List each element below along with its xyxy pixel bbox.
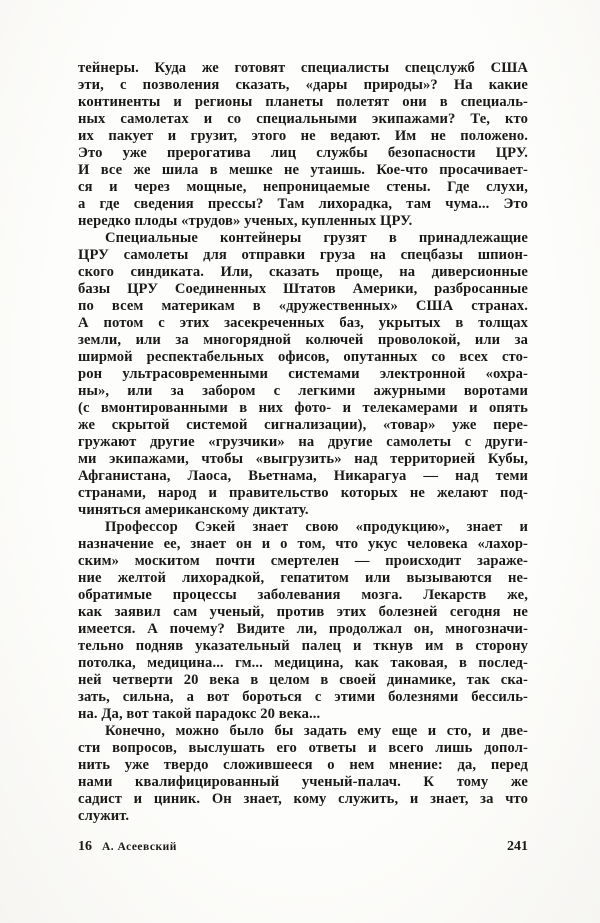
text-line: странами, народ и правительство которых не желают под- [78, 485, 528, 501]
text-line: чиняться американскому диктату. [78, 502, 309, 518]
text-line: тельно подняв указательный палец и ткнув им в сторону [78, 638, 528, 654]
text-line: же скрытой системой сигнализации), «товар» уже пере- [78, 417, 528, 433]
text-line: Профессор Сэкей знает свою «продукцию», знает и [105, 519, 528, 535]
paragraph [78, 519, 528, 723]
page-number: 241 [507, 839, 528, 854]
text-line: на. Да, вот такой парадокс 20 века... [78, 706, 321, 722]
paragraph [78, 60, 528, 230]
text-line: нами квалифицированный ученый-палач. К тому же [78, 774, 528, 790]
text-line: базы ЦРУ Соединенных Штатов Америки, разбросанные [78, 281, 528, 297]
text-line: ми экипажами, чтобы «выгрузить» над территорией Кубы, [78, 451, 528, 467]
text-line: имеется. А почему? Видите ли, продолжал он, многозначи- [78, 621, 528, 637]
text-line: потолка, медицина... гм... медицина, как таковая, в послед- [78, 655, 528, 671]
text-line: тейнеры. Куда же готовят специалисты спецслужб США [78, 60, 528, 76]
text-line: Конечно, можно было бы задать ему еще и сто, и две- [105, 723, 528, 739]
text-block [78, 60, 528, 825]
text-line: ней четверти 20 века в целом в своей динамике, так ска- [78, 672, 528, 688]
text-line: Афганистана, Лаоса, Вьетнама, Никарагуа — над теми [78, 468, 528, 484]
text-line: нередко плоды «трудов» ученых, купленных ЦРУ. [78, 213, 413, 229]
text-line: служит. [78, 808, 130, 824]
text-line: Это уже прерогатива лиц службы безопасности ЦРУ. [78, 145, 528, 161]
text-line: ся и через мощные, непроницаемые стены. Где слухи, [78, 179, 528, 195]
text-line: ных самолетах и со специальными экипажами? Те, кто [78, 111, 528, 127]
text-line: гружают другие «грузчики» на другие самолеты с други- [78, 434, 528, 450]
text-line: сти вопросов, выслушать его ответы и всего лишь допол- [78, 740, 528, 756]
text-line: ЦРУ самолеты для отправки груза на спецбазы шпион- [78, 247, 528, 263]
text-line: ского синдиката. Или, сказать проще, на диверсионные [78, 264, 528, 280]
text-line: Специальные контейнеры грузят в принадлежащие [105, 230, 528, 246]
footer-author: А. Асеевский [102, 841, 177, 853]
text-line: зать, сильна, а вот бороться с этими болезнями бессиль- [78, 689, 528, 705]
text-line: их пакует и грузит, этого не ведают. Им не положено. [78, 128, 528, 144]
paragraph [78, 723, 528, 825]
footer-left [78, 839, 177, 855]
page-footer [78, 839, 528, 855]
paragraph [78, 230, 528, 519]
text-line: (с вмонтированными в них фото- и телекамерами и опять [78, 400, 528, 416]
text-line: обратимые процессы заболевания мозга. Лекарств же, [78, 587, 528, 603]
text-line: ны», или за забором с легкими ажурными воротами [78, 383, 528, 399]
text-line: садист и циник. Он знает, кому служить, и знает, за что [78, 791, 528, 807]
text-line: эти, с позволения сказать, «дары природы»? На какие [78, 77, 528, 93]
text-line: ние желтой лихорадкой, гепатитом или вызываются не- [78, 570, 528, 586]
text-line: земли, или за многорядной колючей проволокой, или за [78, 332, 528, 348]
text-line: нить уже твердо сложившееся о нем мнение: да, перед [78, 757, 528, 773]
text-line: А потом с этих засекреченных баз, укрытых в толщах [78, 315, 528, 331]
text-line: как заявил сам ученый, против этих болезней сегодня не [78, 604, 528, 620]
text-line: по всем материкам в «дружественных» США странах. [78, 298, 528, 314]
text-line: континенты и регионы планеты полетят они в специаль- [78, 94, 528, 110]
text-line: назначение ее, знает он и о том, что укус человека «лахор- [78, 536, 528, 552]
signature-number: 16 [78, 839, 92, 854]
text-line: И все же шила в мешке не утаишь. Кое-что просачивает- [78, 162, 528, 178]
text-line: рон ультрасовременными системами электронной «охра- [78, 366, 528, 382]
text-line: ским» москитом почти смертелен — происходит зараже- [78, 553, 528, 569]
text-line: а где сведения прессы? Там лихорадка, там чума... Это [78, 196, 528, 212]
text-line: ширмой респектабельных офисов, опутанных со всех сто- [78, 349, 528, 365]
